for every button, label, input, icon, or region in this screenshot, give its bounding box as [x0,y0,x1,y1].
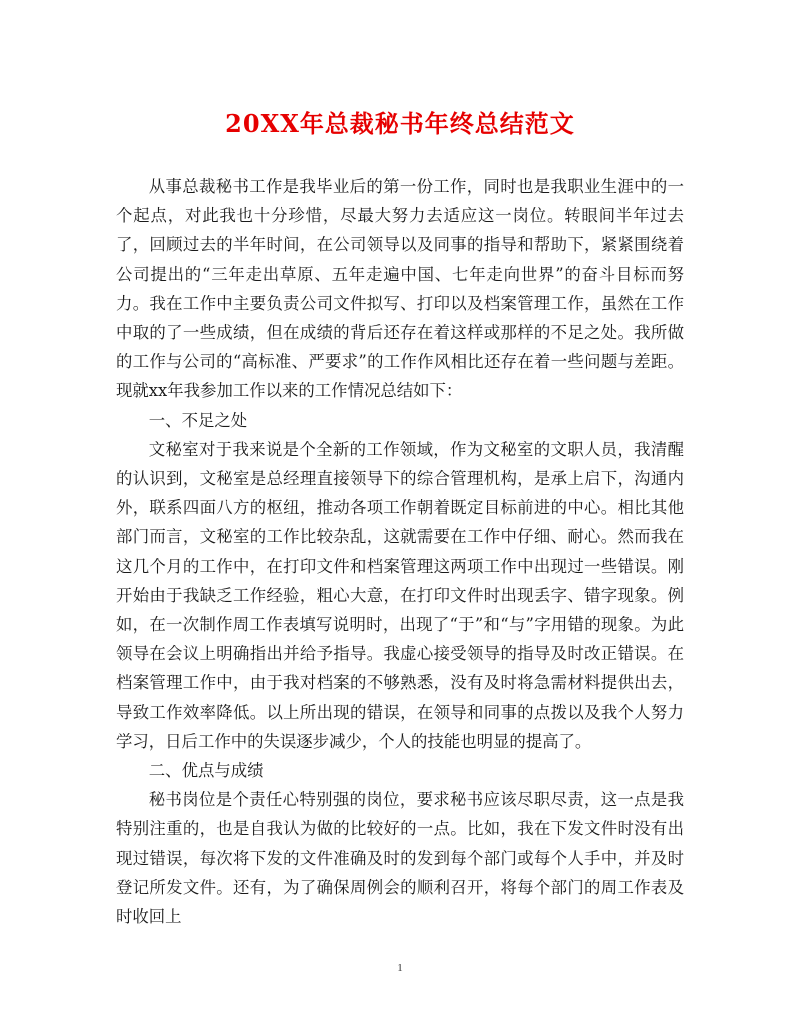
paragraph-strengths: 秘书岗位是个责任心特别强的岗位，要求秘书应该尽职尽责，这一点是我特别注重的，也是自我认为做的比较好的一点。比如，我在下发文件时没有出现过错误，每次将下发的文件准确及时的发到每个部门或每个人手中，并及时登记所发文件。还有，为了确保周例会的顺利召开，将每个部门的周工作表及时收回上 [116,790,684,927]
paragraph-intro: 从事总裁秘书工作是我毕业后的第一份工作，同时也是我职业生涯中的一个起点，对此我也十分珍惜，尽最大努力去适应这一岗位。转眼间半年过去了，回顾过去的半年时间，在公司领导以及同事的指导和帮助下，紧紧围绕着公司提出的“三年走出草原、五年走遍中国、七年走向世界”的奋斗目标而努力。我在工作中主要负责公司文件拟写、打印以及档案管理工作，虽然在工作中取的了一些成绩，但在成绩的背后还存在着这样或那样的不足之处。我所做的工作与公司的“高标准、严要求”的工作作风相比还存在着一些问题与差距。现就xx年我参加工作以来的工作情况总结如下： [116,177,684,401]
page-number: 1 [397,962,403,974]
paragraph-shortcomings: 文秘室对于我来说是个全新的工作领域，作为文秘室的文职人员，我清醒的认识到，文秘室是总经理直接领导下的综合管理机构，是承上启下，沟通内外，联系四面八方的枢纽，推动各项工作朝着既定目标前进的中心。相比其他部门而言，文秘室的工作比较杂乱，这就需要在工作中仔细、耐心。然而我在这几个月的工作中，在打印文件和档案管理这两项工作中出现过一些错误。刚开始由于我缺乏工作经验，粗心大意，在打印文件时出现丢字、错字现象。例如，在一次制作周工作表填写说明时，出现了“于”和“与”字用错的现象。为此领导在会议上明确指出并给予指导。我虚心接受领导的指导及时改正错误。在档案管理工作中，由于我对档案的不够熟悉，没有及时将急需材料提供出去，导致工作效率降低。以上所出现的错误，在领导和同事的点拨以及我个人努力学习，日后工作中的失误逐步减少，个人的技能也明显的提高了。 [116,439,684,751]
document-title: 20XX年总裁秘书年终总结范文 [225,109,575,138]
section-heading-strengths: 二、优点与成绩 [148,761,264,781]
section-heading-shortcomings: 一、不足之处 [148,410,248,430]
document-body [116,172,684,931]
